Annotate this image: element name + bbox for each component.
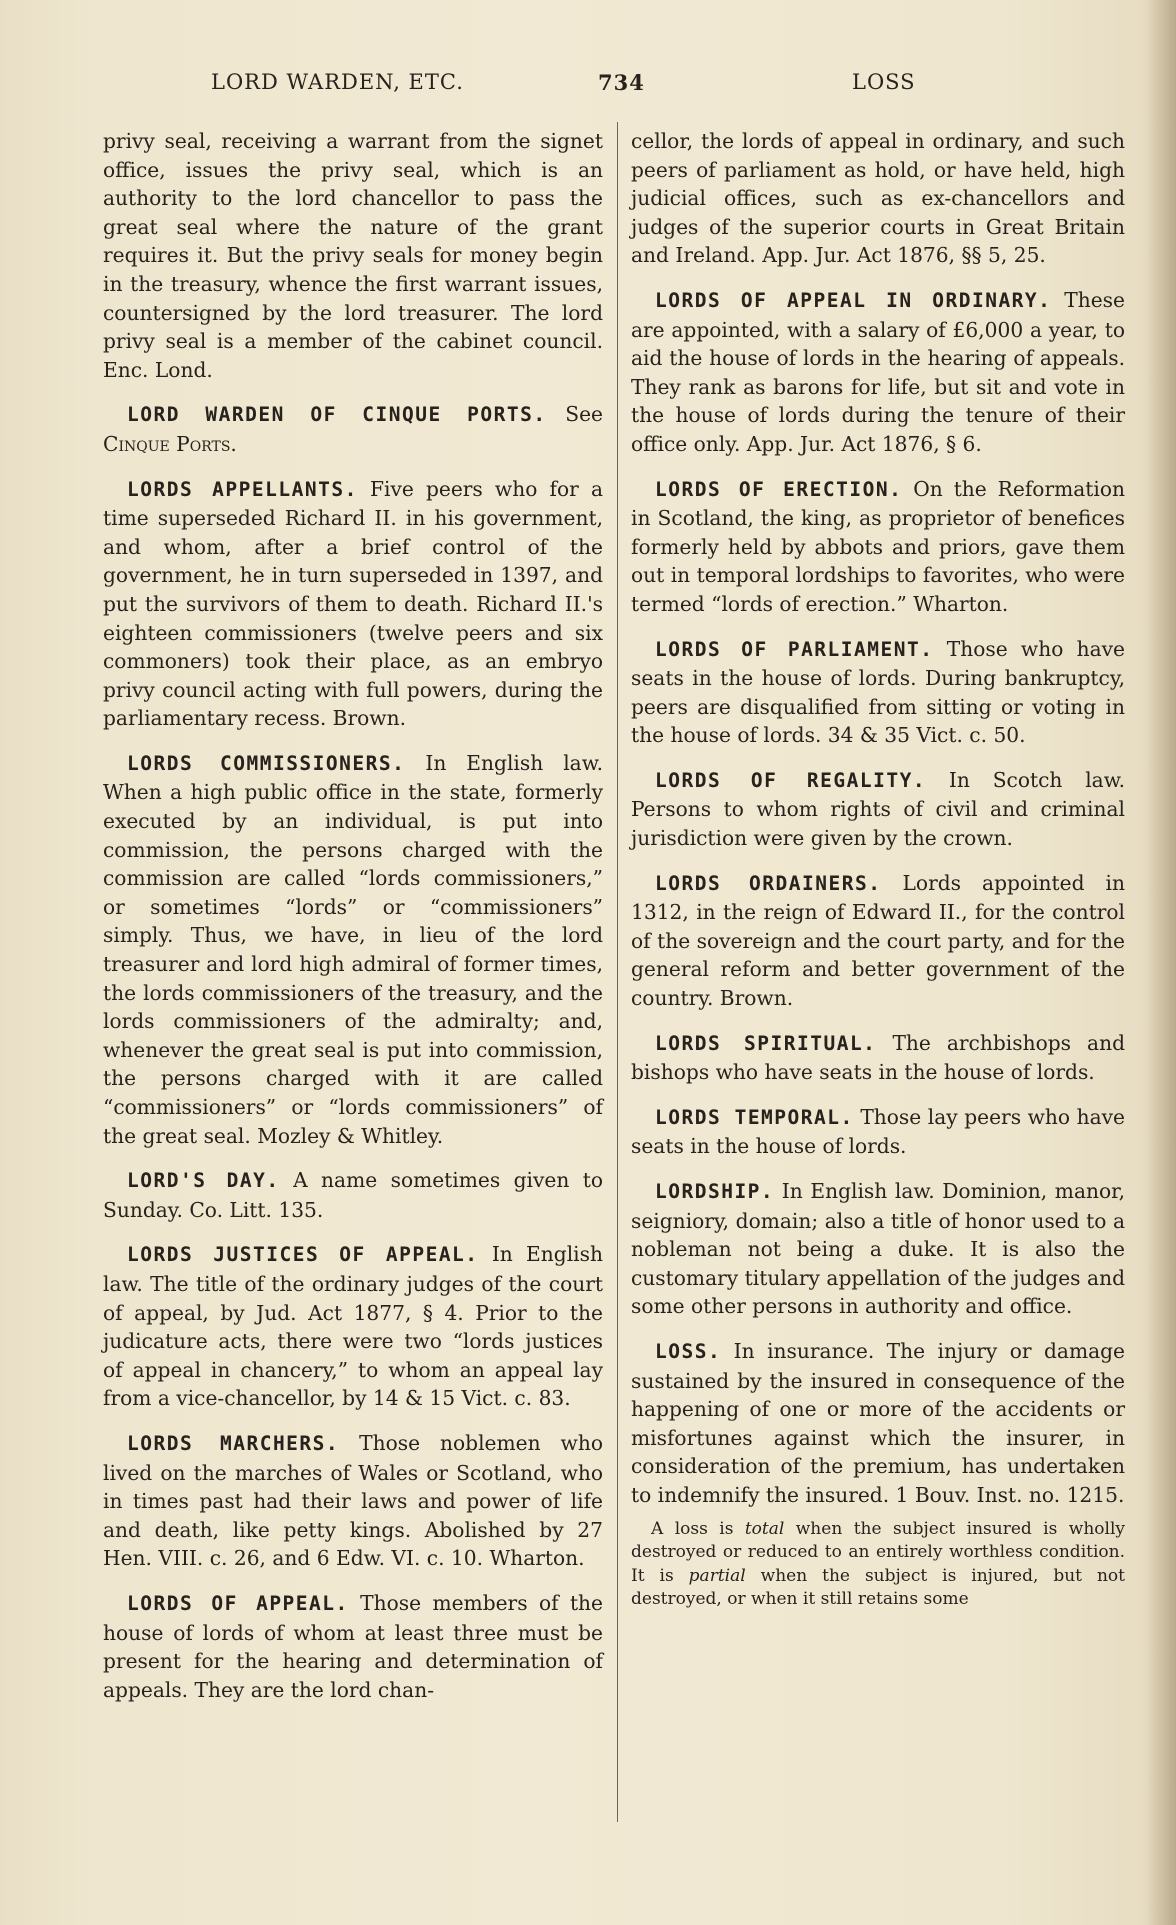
entry-body: The archbishops and bishops who have seats in the house of lords. — [631, 1030, 1126, 1085]
entry-body: In English law. Dominion, manor, seigniory, domain; also a title of honor used to a nobleman not being a duke. It is also the customary titulary appellation of the judges and some other persons in authority and office. — [631, 1179, 1125, 1319]
entry-term: LORD WARDEN OF CINQUE PORTS. — [127, 403, 547, 427]
entry-term: LORDS OF APPEAL. — [127, 1591, 349, 1615]
entry-term: LORDS ORDAINERS. — [655, 871, 882, 895]
entry-term: LORDS OF PARLIAMENT. — [655, 637, 934, 661]
page-number: 734 — [598, 70, 645, 95]
note-italic-partial: partial — [688, 1565, 746, 1586]
entry-lordship — [631, 1177, 1125, 1321]
entry-lords-temporal — [631, 1103, 1125, 1161]
entry-lords-of-parliament — [631, 635, 1125, 750]
entry-term: LORDS APPELLANTS. — [127, 477, 358, 501]
entry-body: A name sometimes given to Sunday. Co. Litt. 135. — [103, 1168, 604, 1222]
entry-lords-of-erection — [631, 475, 1125, 619]
running-header — [0, 70, 1176, 100]
entry-term: LORDS SPIRITUAL. — [655, 1031, 877, 1055]
entry-term: LORDS TEMPORAL. — [655, 1105, 854, 1129]
header-right-guide-word: LOSS — [852, 70, 916, 94]
entry-term: LORDS MARCHERS. — [127, 1431, 340, 1455]
entry-continuation — [631, 127, 1125, 270]
entry-term: LORDS COMMISSIONERS. — [127, 751, 406, 775]
entry-term: LORDS OF ERECTION. — [655, 477, 903, 501]
entry-lords-spiritual — [631, 1029, 1125, 1087]
cross-reference: Cinque Ports. — [103, 431, 237, 456]
left-column — [103, 127, 603, 1720]
entry-term: LOSS. — [655, 1339, 722, 1363]
entry-body: In English law. The title of the ordinary judges of the court of appeal, by Jud. Act 1877, § 4. Prior to the judicature acts, there were two “lords justices of appeal in chancery,” to whom an appeal lay from a vice-chancellor, by 14 & 15 Vict. c. 83. — [103, 1242, 603, 1411]
entry-body: These are appointed, with a salary of £6,000 a year, to aid the house of lords in the hearing of appeals. They rank as barons for life, but sit and vote in the house of lords during the tenure of their office only. App. Jur. Act 1876, § 6. — [631, 287, 1125, 456]
entry-body: Five peers who for a time superseded Richard II. in his government, and whom, after a brief control of the government, he in turn superseded in 1397, and put the survivors of them to death. Richard II.'s eighteen commissioners (twelve peers and six commoners) took their place, as an embryo privy council acting with full powers, during the parliamentary recess. Brown. — [103, 476, 603, 731]
header-left-guide-word: LORD WARDEN, ETC. — [211, 70, 464, 94]
right-column — [631, 127, 1125, 1612]
entry-body: Those lay peers who have seats in the house of lords. — [631, 1104, 1125, 1159]
entry-body: Those members of the house of lords of whom at least three must be present for the hearing and determination of appeals. They are the lord chan- — [103, 1590, 604, 1702]
entry-loss — [631, 1337, 1125, 1510]
loss-subnote — [631, 1518, 1125, 1612]
note-text: when the subject is injured, but not destroyed, or when it still retains some — [631, 1565, 1126, 1610]
entry-lords-of-regality — [631, 766, 1125, 853]
entry-continuation — [103, 127, 603, 384]
entry-body: In Scotch law. Persons to whom rights of civil and criminal jurisdiction were given by the crown. — [631, 767, 1126, 851]
entry-term: LORDS OF REGALITY. — [655, 768, 927, 792]
entry-body: cellor, the lords of appeal in ordinary, and such peers of parliament as hold, or have held, high judicial offices, such as ex-chancellors and judges of the superior courts in Great Britain and Ireland. App. Jur. Act 1876, §§ 5, 25. — [631, 129, 1125, 268]
entry-body: privy seal, receiving a warrant from the signet office, issues the privy seal, which is an authority to the lord chancellor to pass the great seal where the nature of the grant requires it. But the privy seals for money begin in the treasury, whence the first warrant issues, countersigned by the lord treasurer. The lord privy seal is a member of the cabinet council. Enc. Lond. — [103, 129, 603, 382]
entry-term: LORDSHIP. — [655, 1180, 775, 1203]
entry-body: In insurance. The injury or damage sustained by the insured in consequence of the happening of one or more of the accidents or misfortunes against which the insurer, in consideration of the premium, has undertaken to indemnify the insured. 1 Bouv. Inst. no. 1215. — [631, 1338, 1125, 1507]
entry-lord-warden — [103, 400, 603, 458]
note-text: when the subject insured is wholly destroyed or reduced to an entirely worthless condition. It is — [631, 1518, 1125, 1586]
entry-body: Those noblemen who lived on the marches of Wales or Scotland, who in times past had their laws and power of life and death, like petty kings. Abolished by 27 Hen. VIII. c. 26, and 6 Edw. VI. c. 10. Wharton. — [103, 1430, 603, 1571]
entry-body: On the Reformation in Scotland, the king, as proprietor of benefices formerly held by abbots and priors, gave them out in temporal lordships to favorites, who were termed “lords of erection.” Wharton. — [631, 476, 1125, 616]
entry-lords-commissioners — [103, 749, 603, 1150]
entry-lords-marchers — [103, 1429, 603, 1573]
entry-body: Lords appointed in 1312, in the reign of Edward II., for the control of the sovereign and the court party, and for the general reform and better government of the country. Brown. — [631, 870, 1126, 1011]
entry-body: In English law. When a high public office in the state, formerly executed by an individual, is put into commission, the persons charged with the commission are called “lords commissioners,” or sometimes “lords” or “commissioners” simply. Thus, we have, in lieu of the lord treasurer and lord high admiral of former times, the lords commissioners of the treasury, and the lords commissioners of the admiralty; and, whenever the great seal is put into commission, the persons charged with it are called “commissioners” or “lords commissioners” of the great seal. Mozley & Whitley. — [103, 750, 603, 1148]
entry-term: LORDS JUSTICES OF APPEAL. — [127, 1243, 479, 1267]
entry-lords-ordainers — [631, 869, 1125, 1013]
entry-term: LORD'S DAY. — [127, 1169, 280, 1193]
book-spine-shadow — [1146, 0, 1176, 1925]
entry-lords-appellants — [103, 475, 603, 733]
column-divider — [617, 122, 618, 1822]
entry-body: Those who have seats in the house of lords. During bankruptcy, peers are disqualified from sitting or voting in the house of lords. 34 & 35 Vict. c. 50. — [631, 636, 1125, 748]
entry-lords-of-appeal-in-ordinary — [631, 286, 1125, 459]
entry-term: LORDS OF APPEAL IN ORDINARY. — [655, 288, 1052, 312]
note-italic-total: total — [744, 1518, 785, 1539]
entry-lords-of-appeal — [103, 1589, 603, 1704]
note-text: A loss is — [651, 1518, 745, 1539]
entry-lords-day — [103, 1166, 603, 1224]
entry-body: See — [565, 402, 603, 427]
entry-lords-justices-of-appeal — [103, 1240, 603, 1413]
